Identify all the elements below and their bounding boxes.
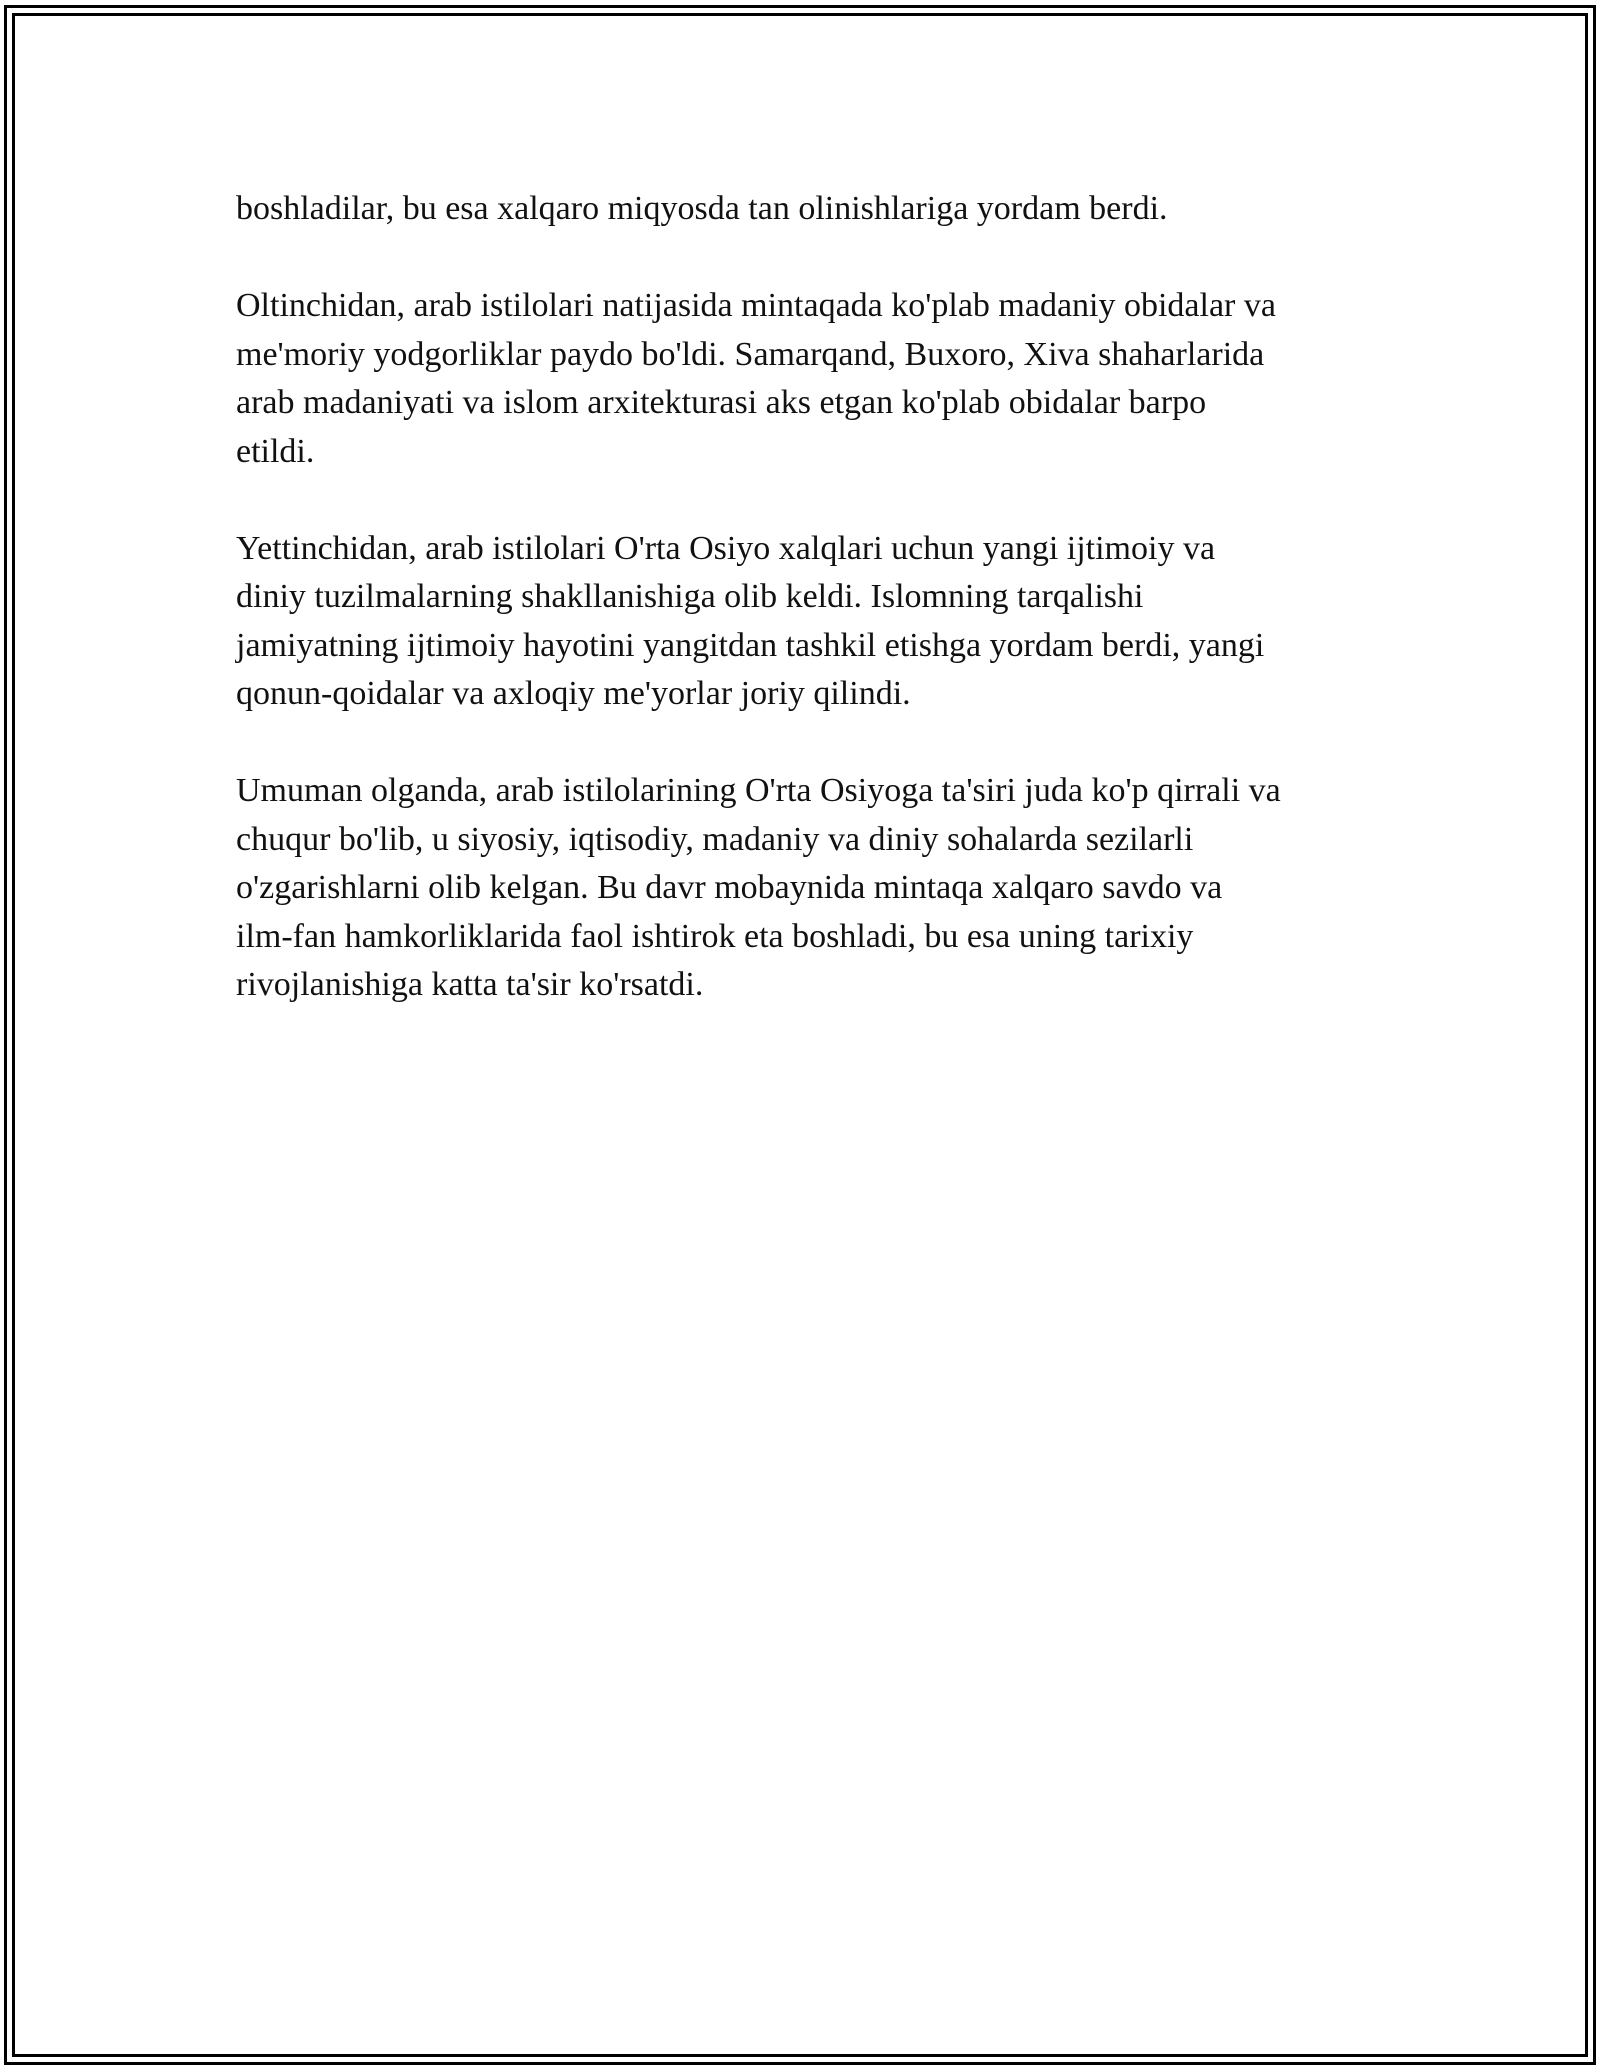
paragraph-conclusion: Umuman olganda, arab istilolarining O'rta Osiyoga ta'siri juda ko'p qirrali va chuqur bo'lib, u siyosiy, iqtisodiy, madaniy va diniy sohalarda sezilarli o'zgarishlarni olib kelgan. Bu davr mobaynida mintaqa xalqaro savdo va ilm-fan hamkorliklarida faol ishtirok eta boshladi, bu esa uning tarixiy rivojlanishiga katta ta'sir ko'rsatdi. <box>236 772 1281 1003</box>
paragraph-continuation: boshladilar, bu esa xalqaro miqyosda tan olinishlariga yordam berdi. <box>236 190 1168 227</box>
document-body <box>236 185 1376 1058</box>
paragraph-sixth-point: Oltinchidan, arab istilolari natijasida mintaqada ko'plab madaniy obidalar va me'moriy yodgorliklar paydo bo'ldi. Samarqand, Buxoro, Xiva shaharlarida arab madaniyati va islom arxitekturasi aks etgan ko'plab obidalar barpo etildi. <box>236 287 1276 470</box>
paragraph-seventh-point: Yettinchidan, arab istilolari O'rta Osiyo xalqlari uchun yangi ijtimoiy va diniy tuzilmalarning shakllanishiga olib keldi. Islomning tarqalishi jamiyatning ijtimoiy hayotini yangitdan tashkil etishga yordam berdi, yangi qonun-qoidalar va axloqiy me'yorlar joriy qilindi. <box>236 529 1265 712</box>
